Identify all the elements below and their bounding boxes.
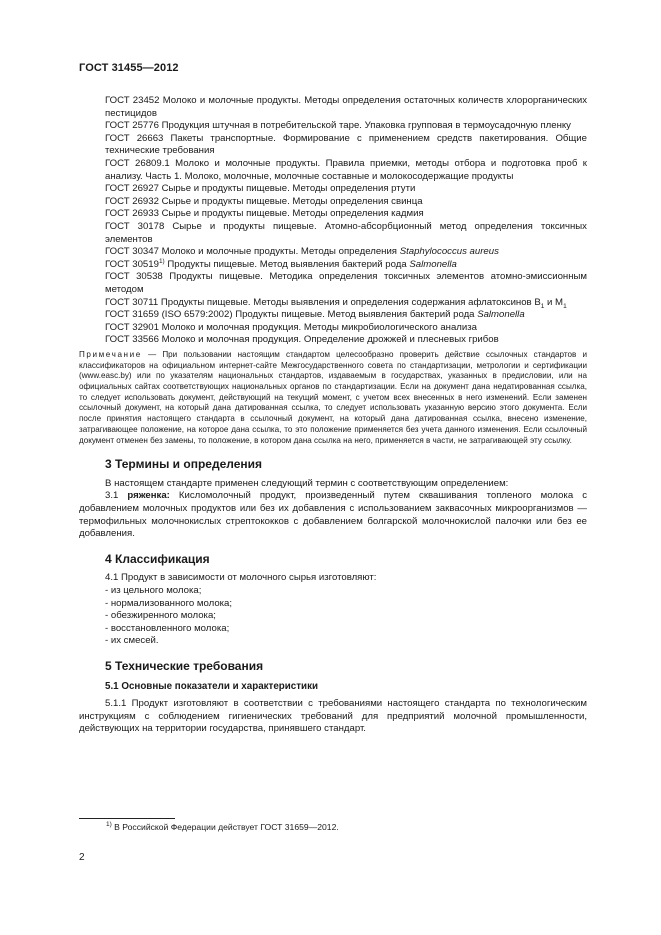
document-body (79, 95, 587, 736)
list-item: - их смесей. (105, 635, 159, 647)
footnote: $^{1)}$ В Российской Федерации действует ГОСТ 31659—2012. (106, 821, 339, 832)
ref-item: ГОСТ 31659 (ISO 6579:2002) Продукты пищевые. Метод выявления бактерий рода Salmonella (105, 309, 525, 321)
normative-references (79, 95, 587, 347)
ref-item: ГОСТ 26933 Сырье и продукты пищевые. Методы определения кадмия (105, 208, 424, 220)
footnote-divider (79, 818, 175, 819)
ref-item: ГОСТ 26932 Сырье и продукты пищевые. Методы определения свинца (105, 195, 423, 207)
ref-item: ГОСТ 30519$^{1)}$ Продукты пищевые. Метод выявления бактерий рода Salmonella (105, 257, 457, 270)
ref-item: ГОСТ 32901 Молоко и молочная продукция. Методы микробиологического анализа (105, 321, 477, 333)
classification-list (79, 585, 587, 648)
ref-item: ГОСТ 25776 Продукция штучная в потребительской таре. Упаковка групповая в термоусадочную пленку (105, 120, 571, 132)
list-item: - обезжиренного молока; (105, 610, 216, 622)
section-3-heading: 3 Термины и определения (105, 457, 263, 472)
page-number: 2 (79, 852, 85, 863)
ref-item: ГОСТ 26663 Пакеты транспортные. Формирование с применением средств пакетирования. Общие технические требования (105, 132, 587, 157)
references-note: Примечание — При пользовании настоящим стандартом целесообразно проверить действие ссылочных стандартов и классификаторов на официальном интернет-сайте Межгосударственного совета по стандартизации, метрологии и сертификации (www.easc.by) или по указателям национальных стандартов, издаваемым в государствах, указанных в предисловии, или на официальных сайтах соответствующих национальных органов по стандартизации. Если на документ дана недатированная ссылка, то следует использовать документ, действующий на текущий момент, с учетом всех внесенных в него изменений. Если заменен ссылочный документ, на который дана датированная ссылка, то следует использовать указанную версию этого документа. Если после принятия настоящего стандарта в ссылочный документ, на который дана датированная ссылка, внесено изменение, затрагивающее положение, на которое дана ссылка, то это положение применяется без учета данного изменения. Если ссылочный документ отменен без замены, то положение, в котором дана ссылка на него, применяется в части, не затрагивающей эту ссылку. (79, 349, 587, 445)
ref-item: ГОСТ 30178 Сырье и продукты пищевые. Атомно-абсорбционный метод определения токсичных элементов (105, 220, 587, 245)
ref-item: ГОСТ 30711 Продукты пищевые. Методы выявления и определения содержания афлатоксинов $В_1$ и $М_1$ (105, 296, 567, 310)
list-item: - нормализованного молока; (105, 597, 233, 609)
document-header: ГОСТ 31455—2012 (79, 62, 179, 74)
list-item: - восстановленного молока; (105, 622, 230, 634)
ref-item: ГОСТ 26809.1 Молоко и молочные продукты. Правила приемки, методы отбора и подготовка проб к анализу. Часть 1. Молоко, молочные, молочные составные и молокосодержащие продукты (105, 157, 587, 182)
ref-item: ГОСТ 30347 Молоко и молочные продукты. Методы определения Staphylococcus aureus (105, 246, 499, 258)
paragraph-5-1-1: 5.1.1 Продукт изготовляют в соответствии с требованиями настоящего стандарта по технологическим инструкциям с соблюдением гигиенических требований для предприятий молочной промышленности, действующих на территории государства, принявшего стандарт. (79, 698, 587, 735)
subsection-5-1-heading: 5.1 Основные показатели и характеристики (105, 680, 318, 692)
ref-item: ГОСТ 30538 Продукты пищевые. Методика определения токсичных элементов атомно-эмиссионным методом (105, 271, 587, 295)
definition-3-1: 3.1 ряженка: Кисломолочный продукт, произведенный путем сквашивания топленого молока с добавлением молочных продуктов или без их добавления с использованием заквасочных микроорганизмов — термофильных молочнокислых стрептококков с добавлением болгарской молочнокислой палочки или без ее добавления. (79, 490, 587, 540)
section-5-heading: 5 Технические требования (105, 658, 264, 673)
ref-item: ГОСТ 23452 Молоко и молочные продукты. Методы определения остаточных количеств хлорорганических пестицидов (105, 95, 588, 119)
ref-item: ГОСТ 33566 Молоко и молочная продукция. Определение дрожжей и плесневых грибов (105, 334, 499, 346)
list-item: - из цельного молока; (105, 584, 202, 596)
section-4-intro: 4.1 Продукт в зависимости от молочного сырья изготовляют: (105, 572, 377, 584)
ref-item: ГОСТ 26927 Сырье и продукты пищевые. Методы определения ртути (105, 183, 416, 195)
section-3-intro: В настоящем стандарте применен следующий термин с соответствующим определением: (105, 477, 509, 489)
section-4-heading: 4 Классификация (105, 551, 210, 566)
